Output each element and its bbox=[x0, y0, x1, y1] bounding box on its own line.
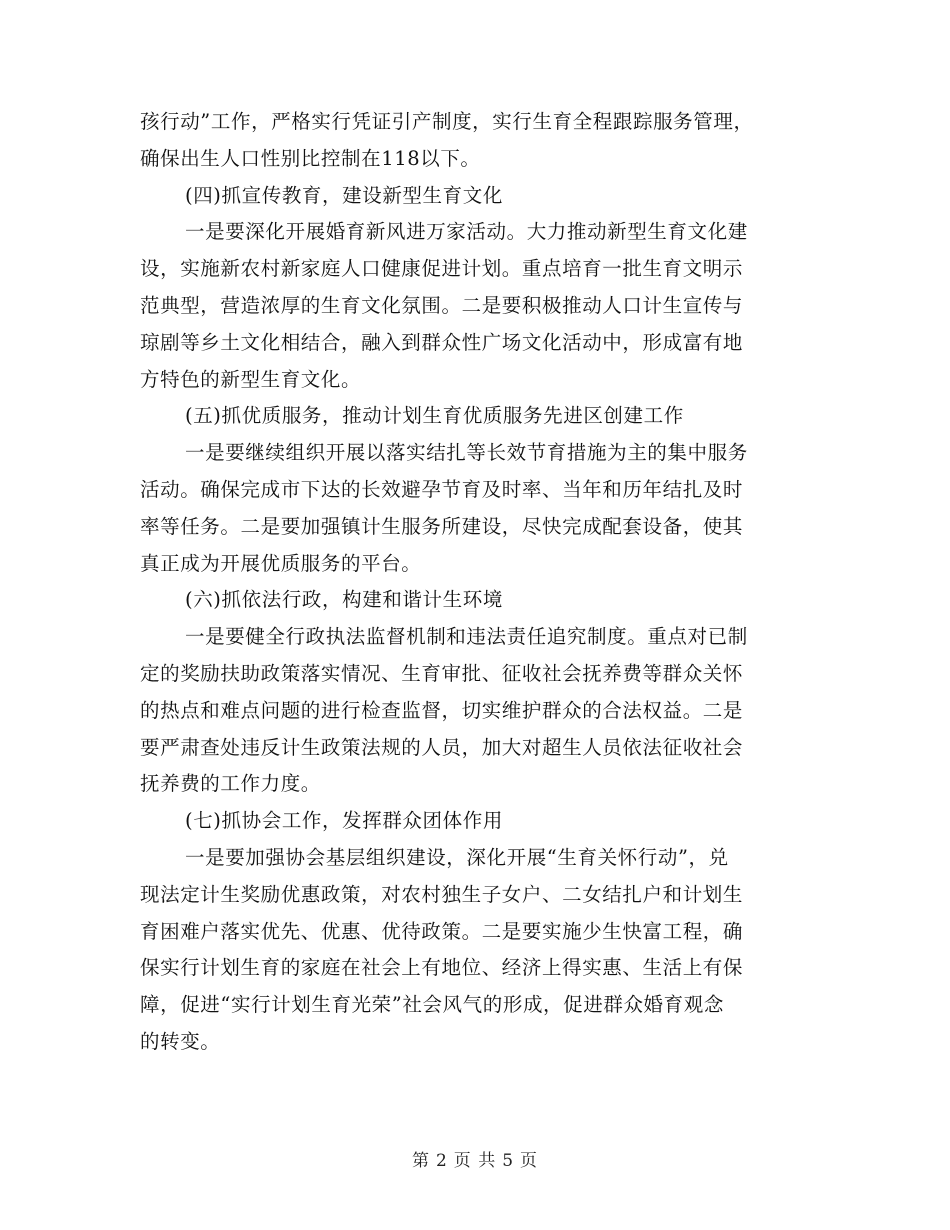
text-line: 真正成为开展优质服务的平台。 bbox=[140, 551, 422, 575]
text-line: 育困难户落实优先、优惠、优待政策。二是要实施少生快富工程，确 bbox=[140, 919, 744, 943]
text-line: 一是要深化开展婚育新风进万家活动。大力推动新型生育文化建 bbox=[185, 220, 748, 244]
footer-prefix: 第 bbox=[411, 1151, 430, 1171]
text-line: 的热点和难点问题的进行检查监督，切实维护群众的合法权益。二是 bbox=[140, 698, 744, 722]
page-footer bbox=[0, 1146, 950, 1171]
text-line: 保实行计划生育的家庭在社会上有地位、经济上得实惠、生活上有保 bbox=[140, 956, 744, 980]
text-line: (四)抓宣传教育，建设新型生育文化 bbox=[185, 183, 503, 207]
text-line: 的转变。 bbox=[140, 1029, 221, 1053]
total-pages-number: 5 bbox=[502, 1151, 515, 1171]
footer-suffix: 页 bbox=[520, 1151, 539, 1171]
text-line: (六)抓依法行政，构建和谐计生环境 bbox=[185, 588, 503, 612]
text-line: (五)抓优质服务，推动计划生育优质服务先进区创建工作 bbox=[185, 404, 684, 428]
footer-page-word: 页 bbox=[453, 1151, 472, 1171]
text-line: 一是要继续组织开展以落实结扎等长效节育措施为主的集中服务 bbox=[185, 441, 748, 465]
text-line: 率等任务。二是要加强镇计生服务所建设，尽快完成配套设备，使其 bbox=[140, 514, 744, 538]
text-line: 要严肃查处违反计生政策法规的人员，加大对超生人员依法征收社会 bbox=[140, 735, 744, 759]
text-line: (七)抓协会工作，发挥群众团体作用 bbox=[185, 809, 503, 833]
text-line: 方特色的新型生育文化。 bbox=[140, 367, 362, 391]
text-line: 一是要加强协会基层组织建设，深化开展“生育关怀行动”，兑 bbox=[185, 845, 729, 869]
document-body bbox=[140, 104, 800, 1061]
text-line: 范典型，营造浓厚的生育文化氛围。二是要积极推动人口计生宣传与 bbox=[140, 293, 744, 317]
text-line: 确保出生人口性别比控制在118以下。 bbox=[140, 146, 481, 170]
footer-total-word: 共 bbox=[478, 1151, 497, 1171]
text-line: 抚养费的工作力度。 bbox=[140, 772, 321, 796]
text-line: 琼剧等乡土文化相结合，融入到群众性广场文化活动中，形成富有地 bbox=[140, 330, 744, 354]
text-line: 设，实施新农村新家庭人口健康促进计划。重点培育一批生育文明示 bbox=[140, 257, 744, 281]
current-page-number: 2 bbox=[435, 1151, 448, 1171]
text-line: 现法定计生奖励优惠政策，对农村独生子女户、二女结扎户和计划生 bbox=[140, 882, 744, 906]
text-line: 一是要健全行政执法监督机制和违法责任追究制度。重点对已制 bbox=[185, 625, 748, 649]
text-line: 活动。确保完成市下达的长效避孕节育及时率、当年和历年结扎及时 bbox=[140, 477, 744, 501]
text-line: 定的奖励扶助政策落实情况、生育审批、征收社会抚养费等群众关怀 bbox=[140, 661, 744, 685]
text-line: 孩行动”工作，严格实行凭证引产制度，实行生育全程跟踪服务管理， bbox=[140, 110, 754, 133]
text-line: 障，促进“实行计划生育光荣”社会风气的形成，促进群众婚育观念 bbox=[140, 993, 724, 1017]
